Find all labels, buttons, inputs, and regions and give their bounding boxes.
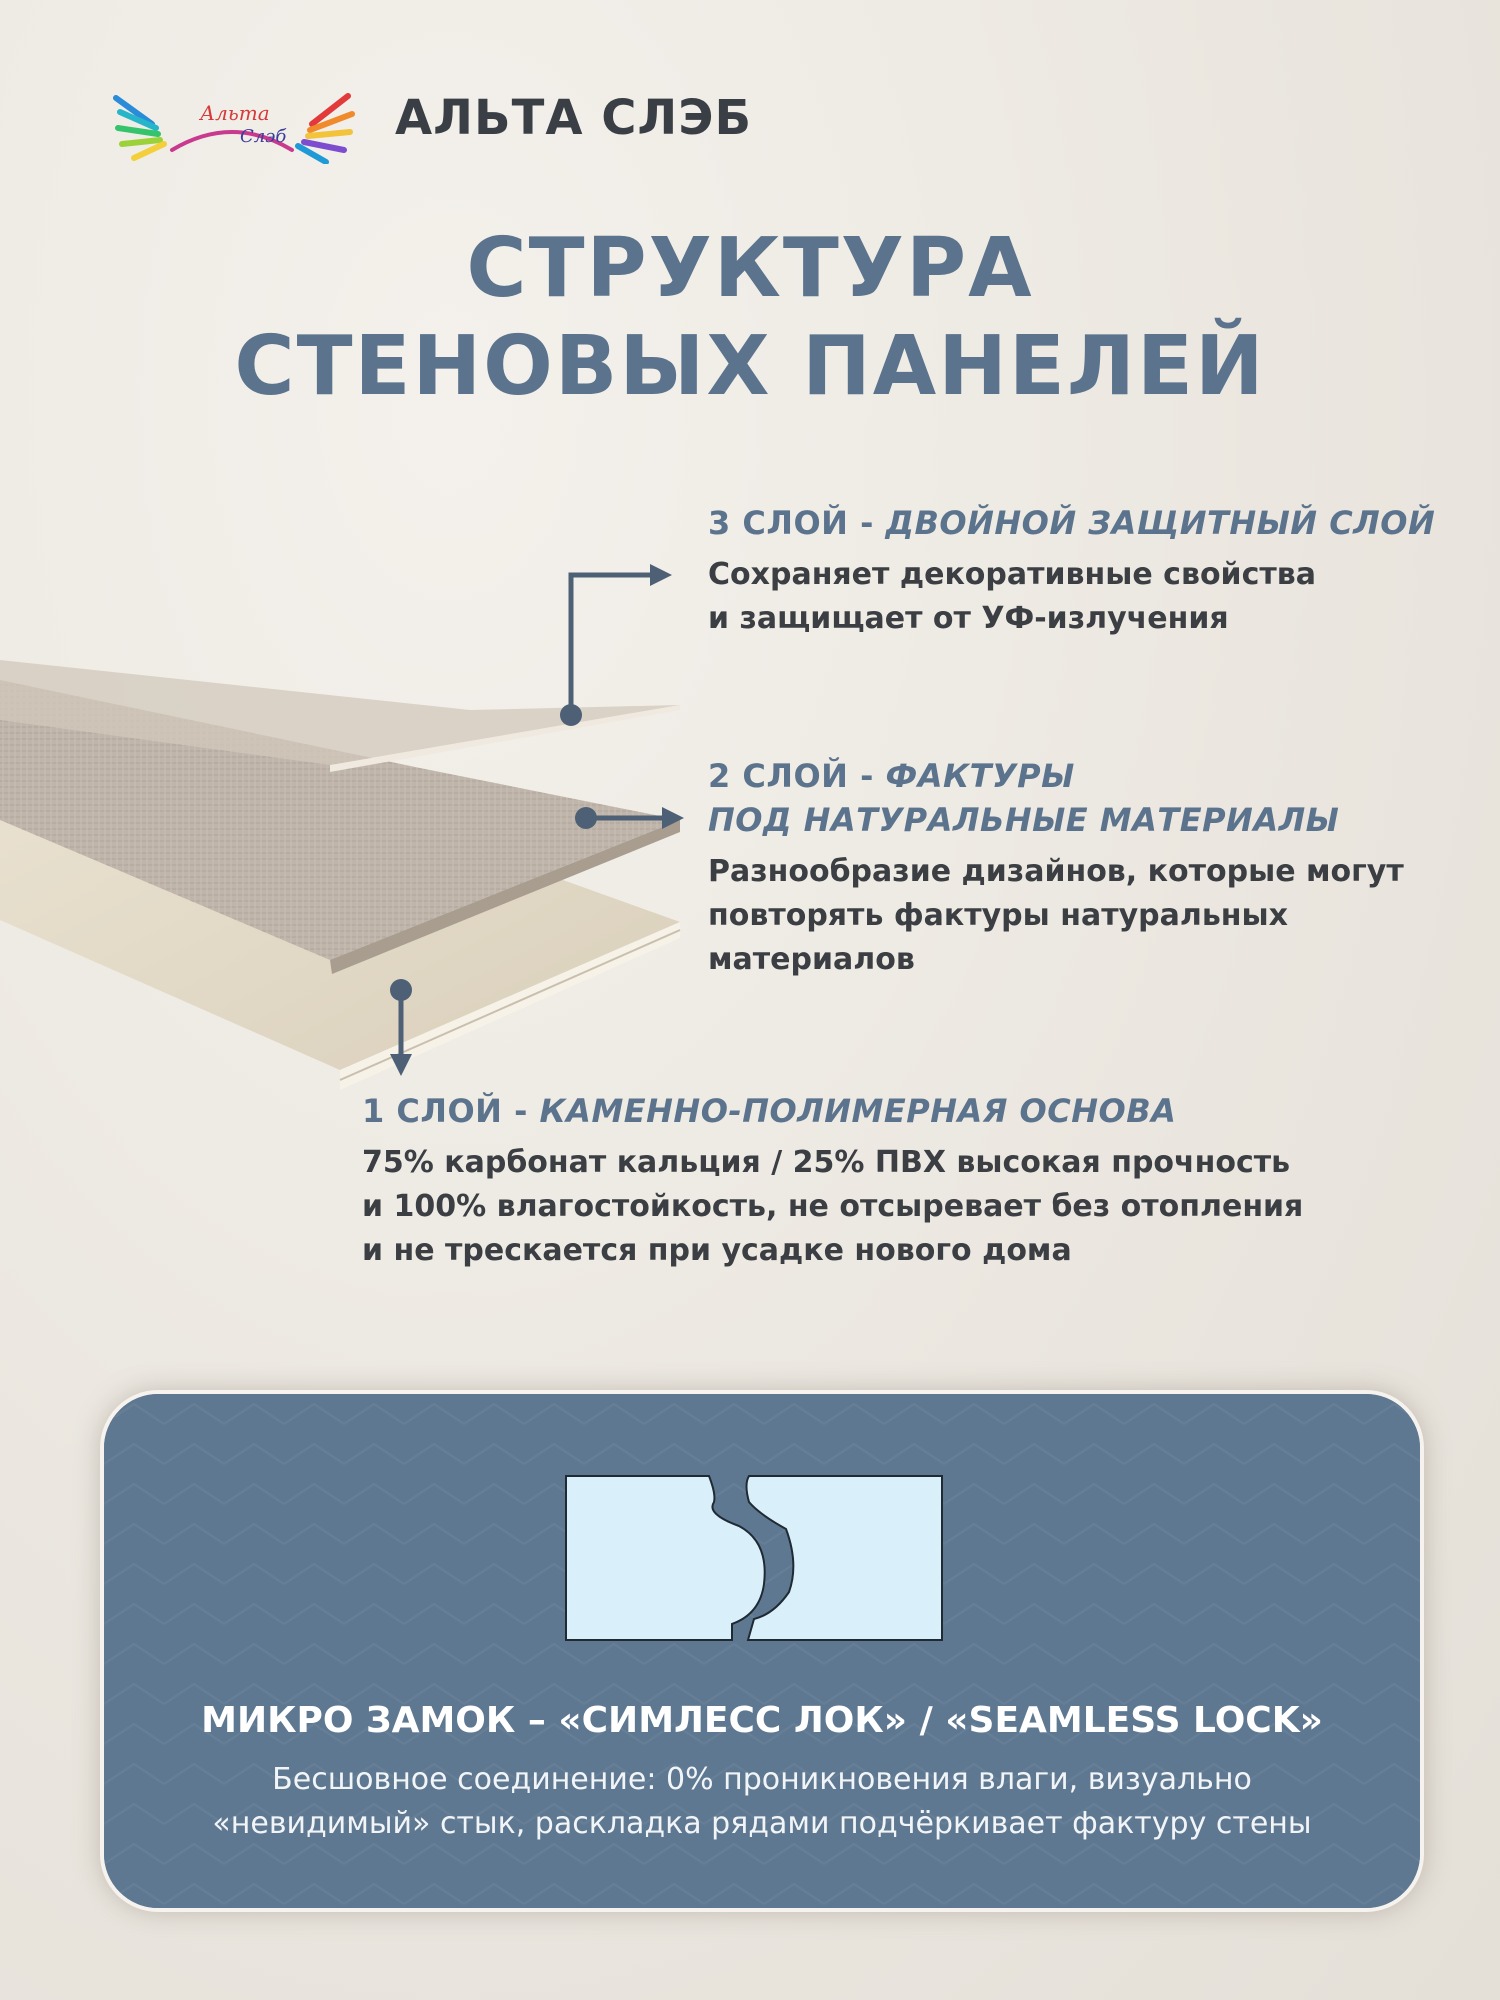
layer2-desc-line: материалов xyxy=(708,942,915,977)
layer2-heading-prefix: 2 СЛОЙ - xyxy=(708,757,886,795)
layer3-description xyxy=(708,553,1316,641)
lock-description xyxy=(104,1758,1420,1846)
panel-layers-illustration xyxy=(0,550,720,1110)
layer2-description xyxy=(708,850,1404,982)
logo-text-top: Альта xyxy=(200,101,270,125)
brand-name: АЛЬТА СЛЭБ xyxy=(395,90,753,146)
lock-right-panel xyxy=(747,1476,943,1640)
layer1-description xyxy=(362,1141,1303,1273)
layer1-desc-line: и не трескается при усадке нового дома xyxy=(362,1233,1072,1268)
layer3-heading-name: ДВОЙНОЙ ЗАЩИТНЫЙ СЛОЙ xyxy=(885,504,1436,542)
lock-desc-line: Бесшовное соединение: 0% проникновения влаги, визуально xyxy=(272,1762,1252,1797)
layer1-heading xyxy=(362,1092,1176,1130)
lock-title: МИКРО ЗАМОК – «СИМЛЕСС ЛОК» / «SEAMLESS LOCK» xyxy=(201,1700,1323,1741)
layer2-heading xyxy=(708,754,1339,842)
layer2-desc-line: Разнообразие дизайнов, которые могут xyxy=(708,854,1404,889)
layer2-desc-line: повторять фактуры натуральных xyxy=(708,898,1289,933)
brand-logo xyxy=(112,84,358,164)
layer3-heading xyxy=(708,504,1435,542)
layer2-heading-line2: ПОД НАТУРАЛЬНЫЕ МАТЕРИАЛЫ xyxy=(708,801,1340,839)
layer3-heading-prefix: 3 СЛОЙ - xyxy=(708,504,886,542)
page-title-line2: СТЕНОВЫХ ПАНЕЛЕЙ xyxy=(234,319,1266,414)
layer1-desc-line: 75% карбонат кальция / 25% ПВХ высокая прочность xyxy=(362,1145,1291,1180)
layer3-desc-line: и защищает от УФ-излучения xyxy=(708,601,1229,636)
page-title xyxy=(0,220,1500,416)
lock-desc-line: «невидимый» стык, раскладка рядами подчёркивает фактуру стены xyxy=(212,1806,1312,1841)
lock-left-panel xyxy=(566,1476,765,1640)
layer2-heading-name: ФАКТУРЫ xyxy=(885,757,1075,795)
seamless-lock-card xyxy=(100,1390,1424,1912)
layer3-desc-line: Сохраняет декоративные свойства xyxy=(708,557,1316,592)
layer1-heading-prefix: 1 СЛОЙ - xyxy=(362,1092,540,1130)
layer1-heading-name: КАМЕННО-ПОЛИМЕРНАЯ ОСНОВА xyxy=(539,1092,1177,1130)
micro-lock-diagram xyxy=(564,1474,944,1642)
page-title-line1: СТРУКТУРА xyxy=(466,221,1034,316)
layer1-desc-line: и 100% влагостойкость, не отсыревает без отопления xyxy=(362,1189,1304,1224)
logo-text-bottom: Слэб xyxy=(240,126,287,147)
